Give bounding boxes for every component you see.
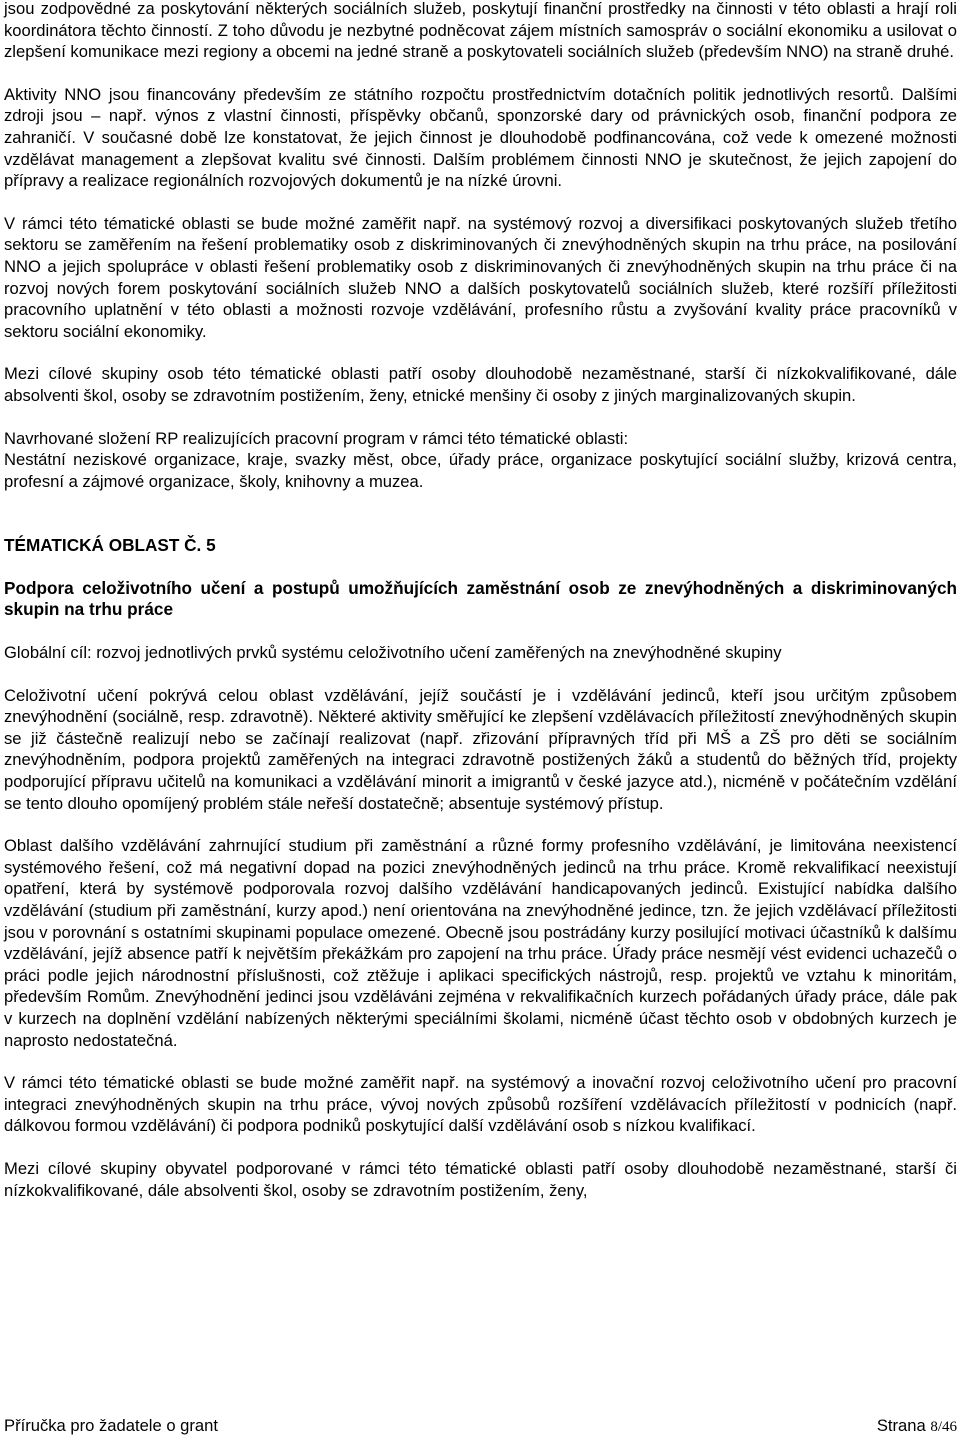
- paragraph-further-education: Oblast dalšího vzdělávání zahrnující studium při zaměstnání a různé formy profesního vzdělávání, je limitována neexistencí systémového řešení, což má negativní dopad na pozici znevýhodněných jedinců na trhu práce. Kromě rekvalifikací neexistují opatření, která by systémově podporovala rozvoj dalšího vzdělávání handicapovaných jedinců. Existující nabídka dalšího vzdělávání (studium při zaměstnání, kurzy apod.) není orientována na znevýhodněné jedince, tzn. že jejich vzdělávací příležitosti jsou v porovnání s ostatními skupinami populace omezené. Obecně jsou postrádány kurzy posilující motivaci účastníků k dalšímu vzdělávání, jejíž absence patří k největším překážkám pro zapojení na trhu práce. Úřady práce nesmějí vést evidenci uchazečů o práci podle jejich národnostní příslušnosti, což ztěžuje i aplikaci specifických nástrojů, resp. projektů ve vztahu k minoritám, především Romům. Znevýhodnění jedinci jsou vzděláváni zejména v rekvalifikačních kurzech pořádaných úřady práce, dále pak v kurzech na doplnění vzdělání nabízených některými speciálními školami, nicméně účast těchto osob v obdobných kurzech je naprosto nedostatečná.: [4, 836, 957, 1050]
- section-number-heading: TÉMATICKÁ OBLAST Č. 5: [4, 535, 216, 556]
- footer-page-indicator: [877, 1415, 957, 1439]
- section-title: Podpora celoživotního učení a postupů umožňujících zaměstnání osob ze znevýhodněných a diskriminovaných skupin na trhu práce: [4, 577, 957, 620]
- paragraph-target-groups-5: Mezi cílové skupiny obyvatel podporované v rámci této tématické oblasti patří osoby dlouhodobě nezaměstnané, starší či nízkokvalifikované, dále absolventi škol, osoby se zdravotním postižením, ženy,: [4, 1158, 957, 1200]
- paragraph-focus-areas-5: V rámci této tématické oblasti se bude možné zaměřit např. na systémový a inovační rozvoj celoživotního učení pro pracovní integraci znevýhodněných skupin na trhu práce, vývoj nových způsobů rozšíření vzdělávacích příležitostí v podnicích (např. dálkovou formou vzdělávání) či podpora podniků poskytující další vzdělávání osob s nízkou kvalifikací.: [4, 1073, 957, 1136]
- paragraph-proposed-partners-list: Nestátní neziskové organizace, kraje, svazky měst, obce, úřady práce, organizace poskytující sociální služby, krizová centra, profesní a zájmové organizace, školy, knihovny a muzea.: [4, 450, 957, 491]
- paragraph-nno-funding: Aktivity NNO jsou financovány především ze státního rozpočtu prostřednictvím dotačních politik jednotlivých resortů. Dalšími zdroji jsou – např. výnos z vlastní činnosti, příspěvky občanů, sponzorské dary od právnických osob, finanční podpora ze zahraničí. V současné době lze konstatovat, že jejich činnost je dlouhodobě podfinancována, což vede k omezené možnosti vzdělávat management a zlepšovat kvalitu své činnosti. Dalším problémem činnosti NNO je skutečnost, že jejich zapojení do přípravy a realizace regionálních rozvojových dokumentů je na nízké úrovni.: [4, 84, 957, 191]
- paragraph-proposed-partners-intro: Navrhované složení RP realizujících pracovní program v rámci této tématické oblasti:: [4, 428, 629, 448]
- page-footer: [4, 1415, 957, 1439]
- footer-document-title: Příručka pro žadatele o grant: [4, 1416, 218, 1435]
- section-global-goal: Globální cíl: rozvoj jednotlivých prvků systému celoživotního učení zaměřených na znevýhodněné skupiny: [4, 643, 782, 663]
- paragraph-municipalities: jsou zodpovědné za poskytování některých sociálních služeb, poskytují finanční prostředky na činnosti v této oblasti a hrají roli koordinátora těchto činností. Z toho důvodu je nezbytné podněcovat zájem místních samospráv o sociální ekonomiku a usilovat o zlepšení komunikace mezi regiony a obcemi na jedné straně a poskytovateli sociálních služeb (především NNO) na straně druhé.: [4, 0, 957, 62]
- paragraph-lifelong-learning: Celoživotní učení pokrývá celou oblast vzdělávání, jejíž součástí je i vzdělávání jedinců, kteří jsou určitým způsobem znevýhodnění (sociálně, resp. zdravotně). Některé aktivity směřující ke zlepšení vzdělávacích příležitostí znevýhodněných skupin se již částečně realizují nebo se začínají realizovat (např. zřizování přípravných tříd při MŠ a ZŠ pro děti se sociálním znevýhodněním, podpora projektů zaměřených na integraci zdravotně postižených žáků a studentů do běžných tříd, projekty podporující přípravu učitelů na komunikaci a vzdělávání minorit a imigrantů v české jazyce atd.), nicméně v počátečním vzdělání se tento dlouho opomíjený problém stále neřeší dostatečně; absentuje systémový přístup.: [4, 685, 957, 813]
- paragraph-target-groups: Mezi cílové skupiny osob této tématické oblasti patří osoby dlouhodobě nezaměstnané, starší či nízkokvalifikované, dále absolventi škol, osoby se zdravotním postižením, ženy, etnické menšiny či osoby z jiných marginalizovaných skupin.: [4, 364, 957, 405]
- footer-page-number: 8/46: [930, 1419, 957, 1435]
- document-body: [4, 0, 957, 1201]
- footer-page-label: Strana: [876, 1416, 931, 1435]
- paragraph-focus-areas: V rámci této tématické oblasti se bude možné zaměřit např. na systémový rozvoj a diversifikaci poskytovaných služeb třetího sektoru se zaměřením na řešení problematiky osob z diskriminovaných či znevýhodněných skupin na trhu práce, na posilování NNO a jejich spolupráce v oblasti řešení problematiky osob z diskriminovaných či znevýhodněných skupin na trhu práce či na rozvoj nových forem poskytování sociálních služeb NNO a dalších poskytovatelů sociálních služeb, které rozšíří příležitosti pracovního uplatnění v této oblasti a možnosti rozvoje vzdělávání, profesního růstu a zvyšování kvality práce pracovníků v sektoru sociální ekonomiky.: [4, 213, 957, 341]
